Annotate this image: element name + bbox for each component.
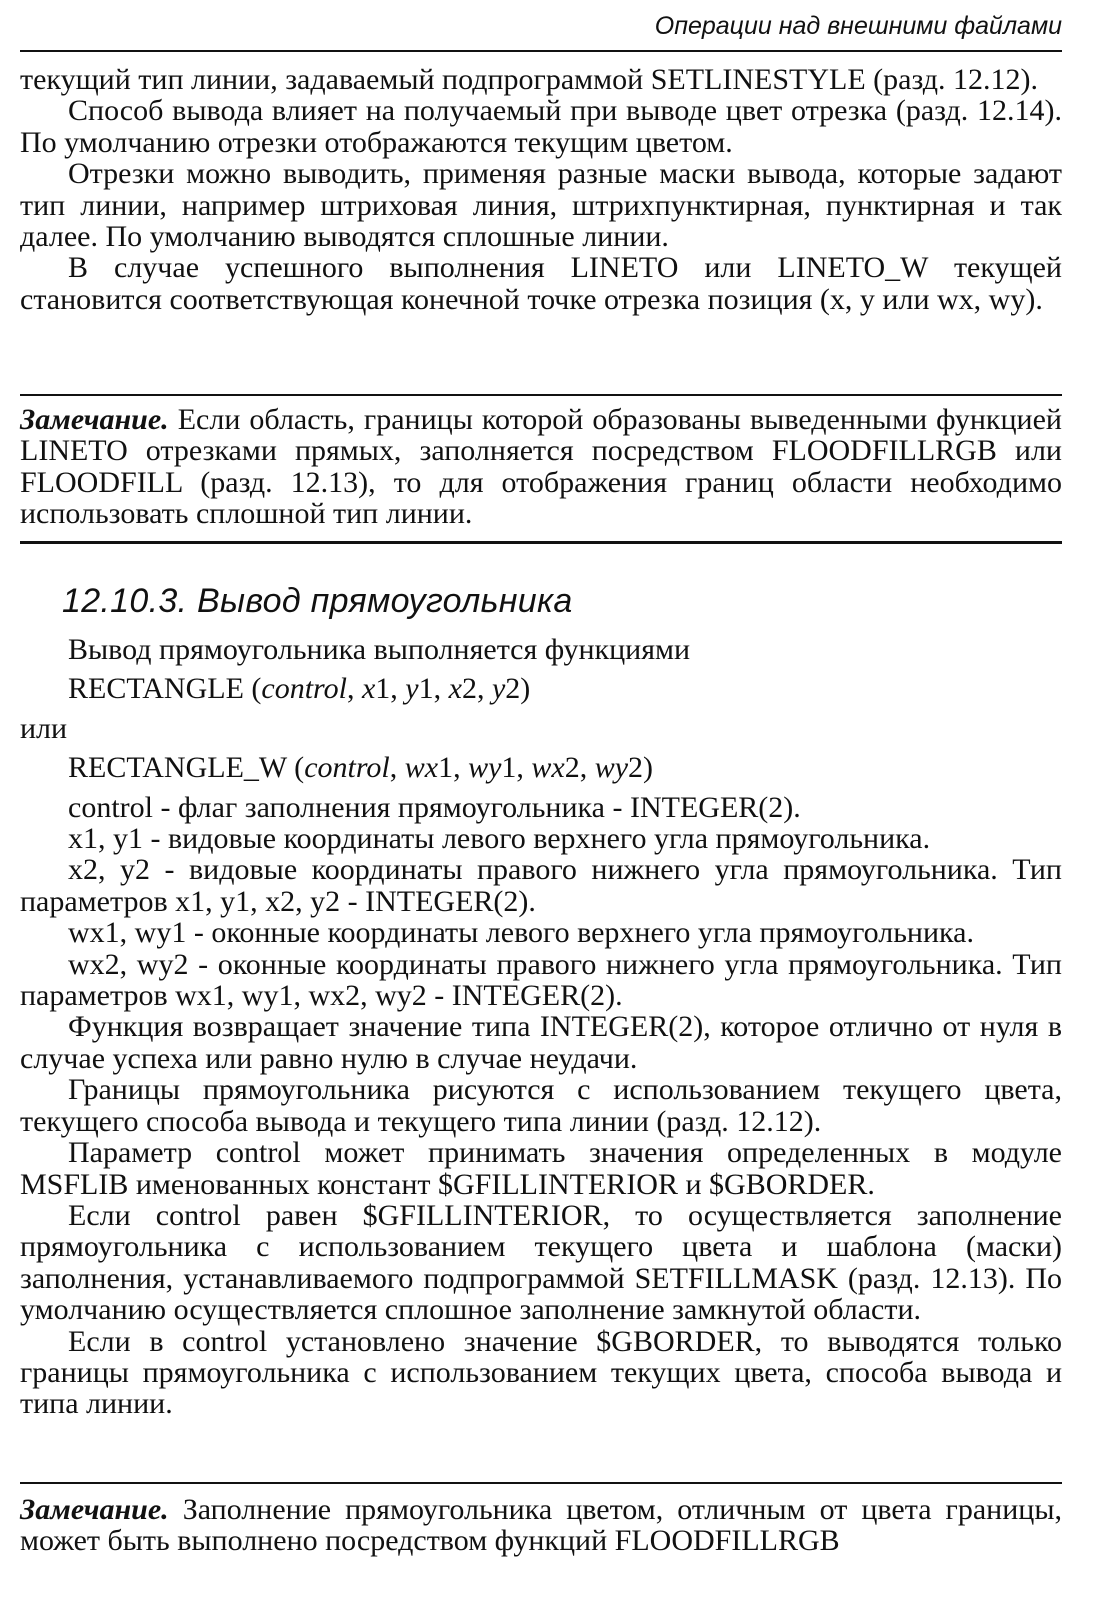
top-text-block (20, 64, 1062, 315)
note-label: Замечание. (20, 1493, 169, 1526)
paragraph: Если в control установлено значение $GBORDER, то выводятся только границы прямоугольника с использованием текущих цвета, способа вывода и типа линии. (20, 1324, 1062, 1421)
parameter-description: wx2, wy2 - оконные координаты правого нижнего угла прямоугольника. Тип параметров wx1, wy1, wx2, wy2 - INTEGER(2). (20, 947, 1062, 1013)
note-paragraph (20, 1494, 1062, 1557)
parameter-description: x2, y2 - видовые координаты правого нижнего угла прямоугольника. Тип параметров x1, y1, x2, y2 - INTEGER(2). (20, 853, 1062, 918)
parameter-description: control - флаг заполнения прямоугольника - INTEGER(2). (68, 790, 801, 824)
paragraph: Если control равен $GFILLINTERIOR, то осуществляется заполнение прямоугольника с использованием текущего цвета и шаблона (маски) заполнения, устанавливаемого подпрограммой SETFILLMASK (разд. 12.13). По умолчанию осуществляется сплошное заполнение замкнутой области. (20, 1198, 1062, 1327)
paragraph: Границы прямоугольника рисуются с использованием текущего цвета, текущего способа вывода и текущего типа линии (разд. 12.12). (20, 1073, 1062, 1138)
note-text: Если область, границы которой образованы выведенными функцией LINETO отрезками прямых, заполняется посредством FLOODFILLRGB или FLOODFILL (разд. 12.13), то для отображения границ области необходимо использовать сплошной тип линии. (20, 403, 1062, 531)
section-body (20, 634, 1062, 1420)
note-top-rule (20, 394, 1062, 396)
section-heading: 12.10.3. Вывод прямоугольника (62, 582, 573, 620)
running-header: Операции над внешними файлами (654, 12, 1062, 40)
parameter-description: x1, y1 - видовые координаты левого верхнего угла прямоугольника. (68, 822, 931, 856)
note-block (20, 1494, 1062, 1557)
section-intro: Вывод прямоугольника выполняется функциями (68, 633, 691, 666)
note-bottom-rule (20, 541, 1062, 544)
function-signature: RECTANGLE_W (control, wx1, wy1, wx2, wy2) (68, 751, 654, 785)
note-paragraph (20, 404, 1062, 530)
header-rule (20, 50, 1062, 52)
or-word: или (20, 711, 68, 745)
paragraph: Отрезки можно выводить, применяя разные маски вывода, которые задают тип линии, например штриховая линия, штрихпунктирная, пунктирная и так далее. По умолчанию выводятся сплошные линии. (20, 157, 1062, 254)
note-top-rule (20, 1482, 1062, 1484)
paragraph: Функция возвращает значение типа INTEGER(2), которое отлично от нуля в случае успеха или равно нулю в случае неудачи. (20, 1010, 1062, 1075)
parameter-description: wx1, wy1 - оконные координаты левого верхнего угла прямоугольника. (68, 916, 974, 950)
paragraph: В случае успешного выполнения LINETO или LINETO_W текущей становится соответствующая конечной точке отрезка позиция (x, y или wx, wy). (20, 251, 1062, 316)
paragraph: текущий тип линии, задаваемый подпрограммой SETLINESTYLE (разд. 12.12). (20, 63, 1039, 96)
function-signature: RECTANGLE (control, x1, y1, x2, y2) (68, 672, 531, 706)
note-text: Заполнение прямоугольника цветом, отличным от цвета границы, может быть выполнено посредством функций FLOODFILLRGB (20, 1493, 1062, 1558)
paragraph: Параметр control может принимать значения определенных в модуле MSFLIB именованных констант $GFILLINTERIOR и $GBORDER. (20, 1136, 1062, 1201)
note-label: Замечание. (20, 403, 169, 436)
paragraph: Способ вывода влияет на получаемый при выводе цвет отрезка (разд. 12.14). По умолчанию отрезки отображаются текущим цветом. (20, 94, 1062, 159)
note-block (20, 404, 1062, 530)
